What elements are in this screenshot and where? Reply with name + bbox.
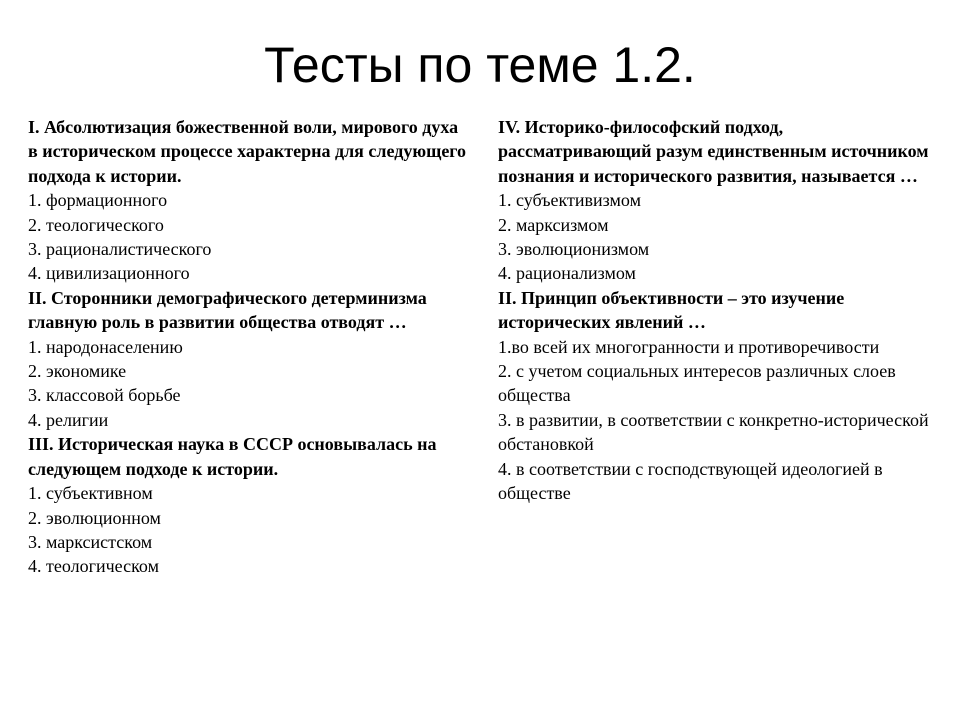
question-text: I. Абсолютизация божественной воли, мирового духа в историческом процессе характерна для следующего подхода к истории. bbox=[28, 117, 467, 186]
question-block-4 bbox=[498, 115, 938, 286]
answer-option: 3. марксистском bbox=[28, 531, 153, 552]
answer-option: 2. марксизмом bbox=[498, 214, 609, 235]
answer-option: 3. классовой борьбе bbox=[28, 385, 181, 406]
answer-option: 1. народонаселению bbox=[28, 336, 183, 357]
answer-option: 4. теологическом bbox=[28, 556, 159, 577]
question-block-2 bbox=[28, 286, 468, 432]
answer-option: 2. теологического bbox=[28, 214, 164, 235]
question-text: II. Сторонники демографического детерминизма главную роль в развитии общества отводят … bbox=[28, 287, 427, 333]
answer-option: 3. рационалистического bbox=[28, 239, 212, 260]
answer-option: 1. субъективном bbox=[28, 483, 153, 504]
answer-option: 1.во всей их многогранности и противоречивости bbox=[498, 336, 880, 357]
answer-option: 2. с учетом социальных интересов различных слоев общества bbox=[498, 361, 896, 406]
right-column bbox=[498, 115, 938, 506]
answer-option: 2. экономике bbox=[28, 361, 127, 382]
answer-option: 4. рационализмом bbox=[498, 263, 636, 284]
answer-option: 3. в развитии, в соответствии с конкретно-исторической обстановкой bbox=[498, 409, 929, 455]
answer-option: 4. цивилизационного bbox=[28, 263, 190, 284]
question-text: II. Принцип объективности – это изучение исторических явлений … bbox=[498, 287, 845, 333]
answer-option: 2. эволюционном bbox=[28, 507, 161, 528]
question-block-3 bbox=[28, 432, 468, 578]
question-block-1 bbox=[28, 115, 468, 286]
slide-title: Тесты по теме 1.2. bbox=[264, 37, 696, 93]
question-block-5 bbox=[498, 286, 938, 506]
left-column bbox=[28, 115, 468, 579]
answer-option: 4. религии bbox=[28, 409, 109, 430]
answer-option: 4. в соответствии с господствующей идеологией в обществе bbox=[498, 458, 883, 504]
question-text: III. Историческая наука в СССР основывалась на следующем подходе к истории. bbox=[28, 434, 437, 479]
answer-option: 1. субъективизмом bbox=[498, 190, 641, 211]
question-text: IV. Историко-философский подход, рассматривающий разум единственным источником познания и исторического развития, называется … bbox=[498, 117, 929, 186]
answer-option: 1. формационного bbox=[28, 190, 168, 211]
answer-option: 3. эволюционизмом bbox=[498, 239, 650, 260]
